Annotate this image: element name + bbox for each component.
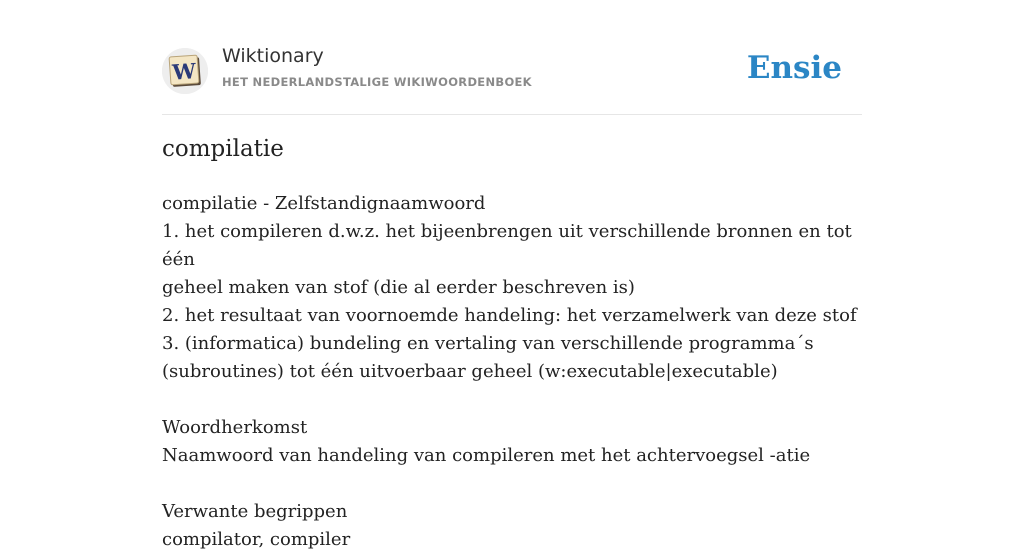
related-heading: Verwante begrippen <box>162 501 348 522</box>
logo-letter: W <box>171 58 197 85</box>
definition-line: geheel maken van stof (die al eerder beschreven is) <box>162 277 635 298</box>
spacer <box>162 386 862 414</box>
etymology-text: Naamwoord van handeling van compileren met het achtervoegsel -atie <box>162 445 811 466</box>
definition-line: 2. het resultaat van voornoemde handeling: het verzamelwerk van deze stof <box>162 305 857 326</box>
spacer <box>162 470 862 498</box>
related-terms: compilator, compiler <box>162 529 351 550</box>
brand-tagline: HET NEDERLANDSTALIGE WIKIWOORDENBOEK <box>222 75 532 89</box>
definition-line: 1. het compileren d.w.z. het bijeenbrengen uit verschillende bronnen en tot één <box>162 221 852 270</box>
wiktionary-logo-icon[interactable] <box>162 48 208 94</box>
definition-line: 3. (informatica) bundeling en vertaling van verschillende programma´s <box>162 333 814 354</box>
site-header <box>162 44 862 115</box>
etymology-heading: Woordherkomst <box>162 417 308 438</box>
definition-heading: compilatie - Zelfstandignaamwoord <box>162 193 486 214</box>
entry-content <box>162 190 862 554</box>
definition-line: (subroutines) tot één uitvoerbaar geheel (w:executable|executable) <box>162 361 778 382</box>
ensie-link[interactable]: Ensie <box>746 50 842 86</box>
brand-name[interactable]: Wiktionary <box>222 45 324 67</box>
page-title: compilatie <box>162 136 284 162</box>
